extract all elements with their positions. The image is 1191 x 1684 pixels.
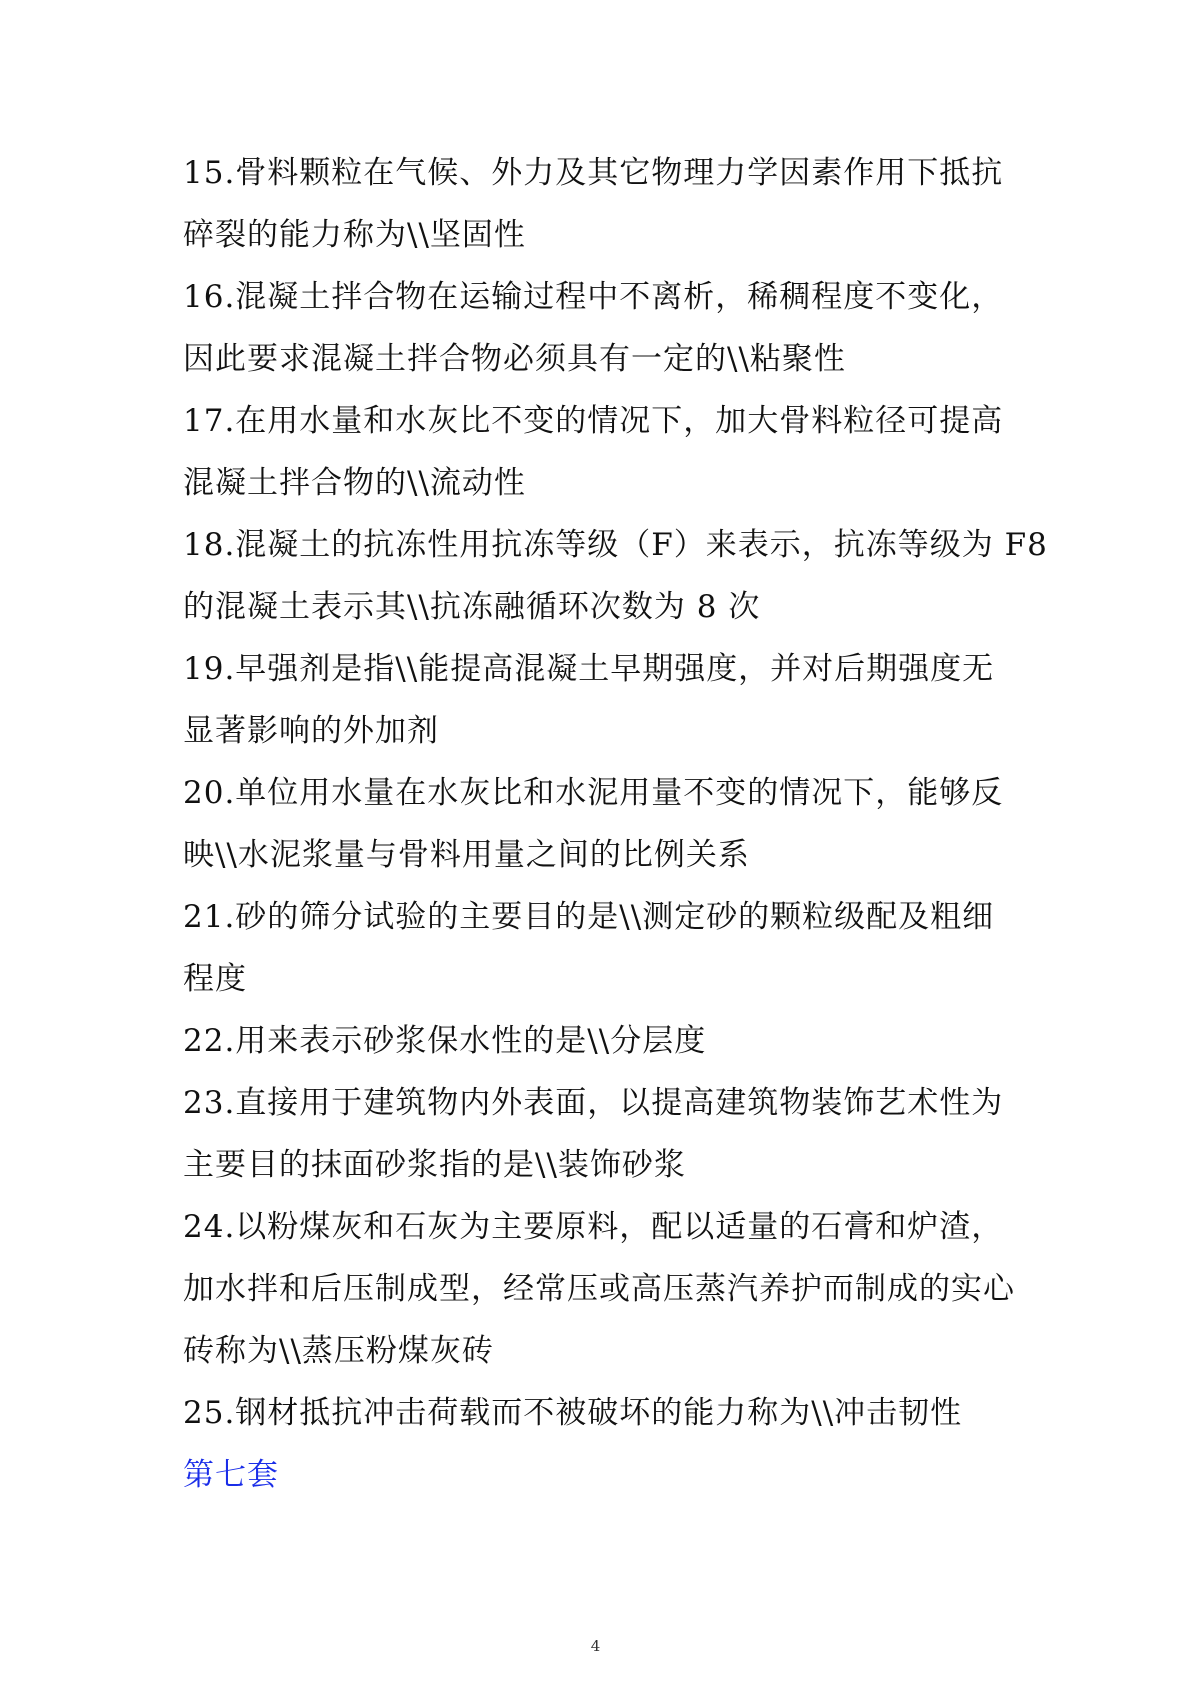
section-heading-link[interactable]: 第七套 — [183, 1457, 279, 1493]
question-item — [183, 514, 1048, 638]
question-item — [183, 142, 1025, 266]
question-item — [183, 1382, 1025, 1444]
question-item — [183, 1010, 1025, 1072]
question-line: 映\\水泥浆量与骨料用量之间的比例关系 — [183, 837, 750, 873]
page-number: 4 — [590, 1637, 601, 1655]
question-line: 24.以粉煤灰和石灰为主要原料，配以适量的石膏和炉渣， — [183, 1209, 1004, 1245]
question-line: 25.钢材抵抗冲击荷载而不被破坏的能力称为\\冲击韧性 — [183, 1395, 963, 1431]
question-line: 混凝土拌合物的\\流动性 — [183, 465, 526, 501]
question-line: 显著影响的外加剂 — [183, 713, 439, 749]
question-line: 因此要求混凝土拌合物必须具有一定的\\粘聚性 — [183, 341, 846, 377]
question-line: 砖称为\\蒸压粉煤灰砖 — [183, 1333, 494, 1369]
question-line: 19.早强剂是指\\能提高混凝土早期强度，并对后期强度无 — [183, 651, 995, 687]
question-line: 18.混凝土的抗冻性用抗冻等级（F）来表示，抗冻等级为 F8 — [183, 527, 1048, 563]
question-item — [183, 390, 1025, 514]
question-item — [183, 1072, 1025, 1196]
question-line: 主要目的抹面砂浆指的是\\装饰砂浆 — [183, 1147, 686, 1183]
question-line: 16.混凝土拌合物在运输过程中不离析，稀稠程度不变化， — [183, 279, 1004, 315]
question-line: 碎裂的能力称为\\坚固性 — [183, 217, 526, 253]
question-item — [183, 886, 1025, 1010]
question-line: 15.骨料颗粒在气候、外力及其它物理力学因素作用下抵抗 — [183, 155, 1004, 191]
question-list — [183, 142, 1048, 1506]
question-item — [183, 266, 1025, 390]
question-line: 23.直接用于建筑物内外表面，以提高建筑物装饰艺术性为 — [183, 1085, 1004, 1121]
question-line: 21.砂的筛分试验的主要目的是\\测定砂的颗粒级配及粗细 — [183, 899, 995, 935]
question-line: 20.单位用水量在水灰比和水泥用量不变的情况下，能够反 — [183, 775, 1004, 811]
question-item — [183, 762, 1025, 886]
question-item — [183, 1196, 1025, 1382]
question-line: 17.在用水量和水灰比不变的情况下，加大骨料粒径可提高 — [183, 403, 1004, 439]
question-item — [183, 638, 1025, 762]
question-line: 的混凝土表示其\\抗冻融循环次数为 8 次 — [183, 589, 761, 625]
question-line: 加水拌和后压制成型，经常压或高压蒸汽养护而制成的实心 — [183, 1271, 1015, 1307]
question-line: 程度 — [183, 961, 247, 997]
question-line: 22.用来表示砂浆保水性的是\\分层度 — [183, 1023, 707, 1059]
